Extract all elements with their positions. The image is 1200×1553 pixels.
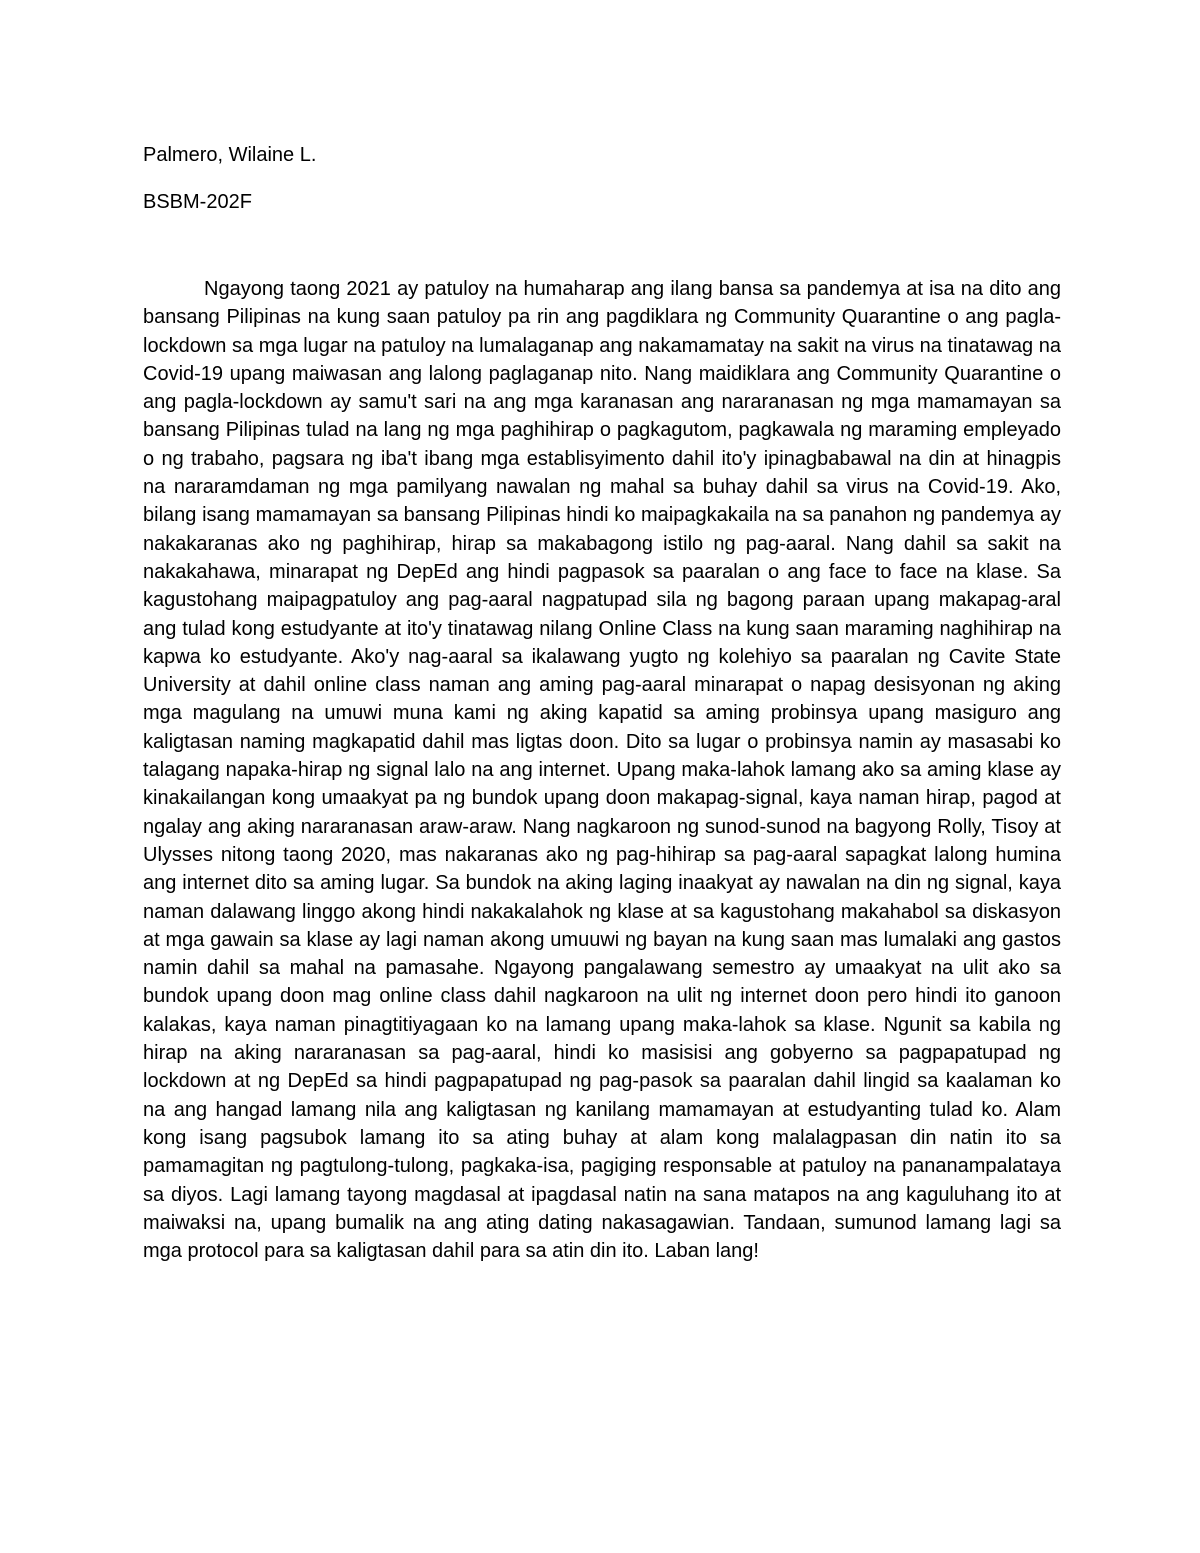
essay-body-paragraph: Ngayong taong 2021 ay patuloy na humaharap ang ilang bansa sa pandemya at isa na dito ang bansang Pilipinas na kung saan patuloy pa rin ang pagdiklara ng Community Quarantine o ang pagla-lockdown sa mga lugar na patuloy na lumalaganap ang nakamamatay na sakit na virus na tinatawag na Covid-19 upang maiwasan ang lalong paglaganap nito. Nang maidiklara ang Community Quarantine o ang pagla-lockdown ay samu't sari na ang mga karanasan ang nararanasan ng mga mamamayan sa bansang Pilipinas tulad na lang ng mga paghihirap o pagkagutom, pagkawala ng maraming empleyado o ng trabaho, pagsara ng iba't ibang mga establisyimento dahil ito'y ipinagbabawal na din at hinagpis na nararamdaman ng mga pamilyang nawalan ng mahal sa buhay dahil sa virus na Covid-19. Ako, bilang isang mamamayan sa bansang Pilipinas hindi ko maipagkakaila na sa panahon ng pandemya ay nakakaranas ako ng paghihirap, hirap sa makabagong istilo ng pag-aaral. Nang dahil sa sakit na nakakahawa, minarapat ng DepEd ang hindi pagpasok sa paaralan o ang face to face na klase. Sa kagustohang maipagpatuloy ang pag-aaral nagpatupad sila ng bagong paraan upang makapag-aral ang tulad kong estudyante at ito'y tinatawag nilang Online Class na kung saan maraming naghihirap na kapwa ko estudyante. Ako'y nag-aaral sa ikalawang yugto ng kolehiyo sa paaralan ng Cavite State University at dahil online class naman ang aming pag-aaral minarapat o napag desisyonan ng aking mga magulang na umuwi muna kami ng aking kapatid sa aming probinsya upang masiguro ang kaligtasan naming magkapatid dahil mas ligtas doon. Dito sa lugar o probinsya namin ay masasabi ko talagang napaka-hirap ng signal lalo na ang internet. Upang maka-lahok lamang ako sa aming klase ay kinakailangan kong umaakyat pa ng bundok upang doon makapag-signal, kaya naman hirap, pagod at ngalay ang aking nararanasan araw-araw. Nang nagkaroon ng sunod-sunod na bagyong Rolly, Tisoy at Ulysses nitong taong 2020, mas nakaranas ako ng pag-hihirap sa pag-aaral sapagkat lalong humina ang internet dito sa aming lugar. Sa bundok na aking laging inaakyat ay nawalan na din ng signal, kaya naman dalawang linggo akong hindi nakakalahok ng klase at sa kagustohang makahabol sa diskasyon at mga gawain sa klase ay lagi naman akong umuuwi ng bayan na kung saan mas lumalaki ang gastos namin dahil sa mahal na pamasahe. Ngayong pangalawang semestro ay umaakyat na ulit ako sa bundok upang doon mag online class dahil nagkaroon na ulit ng internet doon pero hindi ito ganoon kalakas, kaya naman pinagtitiyagaan ko na lamang upang maka-lahok sa klase. Ngunit sa kabila ng hirap na aking nararanasan sa pag-aaral, hindi ko masisisi ang gobyerno sa pagpapatupad ng lockdown at ng DepEd sa hindi pagpapatupad ng pag-pasok sa paaralan dahil lingid sa kaalaman ko na ang hangad lamang nila ang kaligtasan ng kanilang mamamayan at estudyanting tulad ko. Alam kong isang pagsubok lamang ito sa ating buhay at alam kong malalagpasan din natin ito sa pamamagitan ng pagtulong-tulong, pagkaka-isa, pagiging responsable at patuloy na pananampalataya sa diyos. Lagi lamang tayong magdasal at ipagdasal natin na sana matapos na ang kaguluhang ito at maiwaksi na, upang bumalik na ang ating dating nakasagawian. Tandaan, sumunod lamang lagi sa mga protocol para sa kaligtasan dahil para sa atin din ito. Laban lang!: [143, 278, 1061, 1263]
section-code: BSBM-202F: [143, 191, 252, 213]
author-name: Palmero, Wilaine L.: [143, 144, 317, 166]
